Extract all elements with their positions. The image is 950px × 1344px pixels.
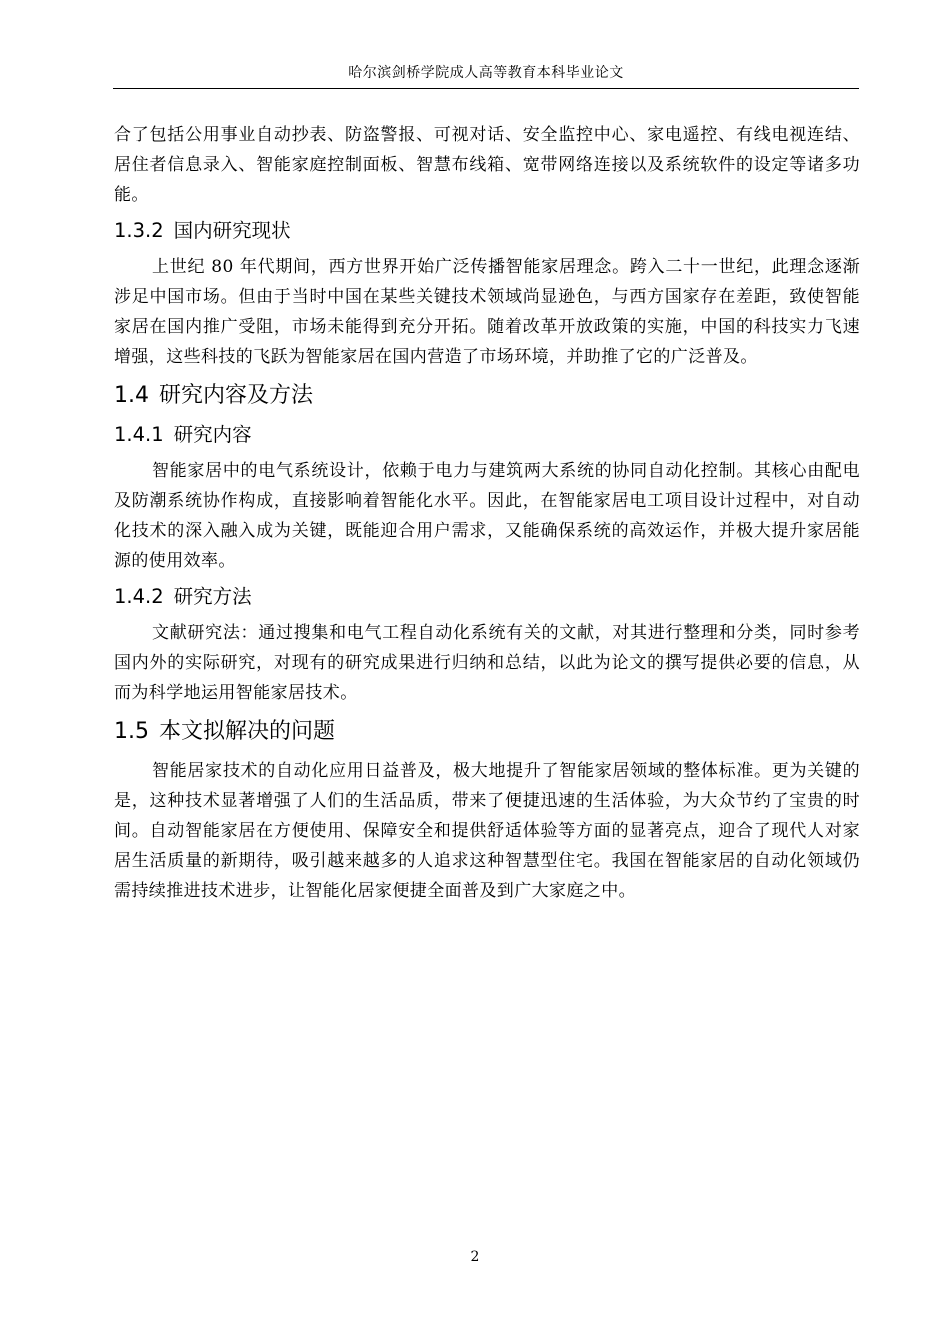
running-header: 哈尔滨剑桥学院成人高等教育本科毕业论文 xyxy=(348,65,624,81)
section-number: 1.4.1 xyxy=(114,423,164,446)
section-heading-1-4-1 xyxy=(114,420,860,450)
section-number: 1.5 xyxy=(114,719,149,744)
paragraph-1-5: 智能居家技术的自动化应用日益普及，极大地提升了智能家居领域的整体标准。更为关键的是，这种技术显著增强了人们的生活品质，带来了便捷迅速的生活体验，为大众节约了宝贵的时间。自动智能家居在方便使用、保障安全和提供舒适体验等方面的显著亮点，迎合了现代人对家居生活质量的新期待，吸引越来越多的人追求这种智慧型住宅。我国在智能家居的自动化领域仍需持续推进技术进步，让智能化居家便捷全面普及到广大家庭之中。 xyxy=(114,761,860,901)
section-number: 1.4.2 xyxy=(114,585,164,608)
section-title: 国内研究现状 xyxy=(173,219,291,242)
paragraph-1-4-2: 文献研究法：通过搜集和电气工程自动化系统有关的文献，对其进行整理和分类，同时参考国内外的实际研究，对现有的研究成果进行归纳和总结，以此为论文的撰写提供必要的信息，从而为科学地运用智能家居技术。 xyxy=(114,623,860,703)
page-number: 2 xyxy=(470,1249,480,1265)
paragraph-1-3-2: 上世纪 80 年代期间，西方世界开始广泛传播智能家居理念。跨入二十一世纪，此理念逐渐涉足中国市场。但由于当时中国在某些关键技术领域尚显逊色，与西方国家存在差距，致使智能家居在国内推广受阻，市场未能得到充分开拓。随着改革开放政策的实施，中国的科技实力飞速增强，这些科技的飞跃为智能家居在国内营造了市场环境，并助推了它的广泛普及。 xyxy=(114,257,860,367)
section-heading-1-3-2 xyxy=(114,216,860,246)
intro-paragraph: 合了包括公用事业自动抄表、防盗警报、可视对话、安全监控中心、家电遥控、有线电视连结、居住者信息录入、智能家庭控制面板、智慧布线箱、宽带网络连接以及系统软件的设定等诸多功能。 xyxy=(114,125,860,205)
section-number: 1.3.2 xyxy=(114,219,164,242)
section-title: 研究方法 xyxy=(173,585,252,608)
section-heading-1-5 xyxy=(114,716,860,748)
section-title: 本文拟解决的问题 xyxy=(159,719,336,744)
section-title: 研究内容 xyxy=(173,423,252,446)
section-heading-1-4-2 xyxy=(114,582,860,612)
header-divider xyxy=(113,88,859,89)
section-title: 研究内容及方法 xyxy=(159,383,314,408)
page-body xyxy=(114,120,860,906)
section-heading-1-4 xyxy=(114,380,860,412)
section-number: 1.4 xyxy=(114,383,149,408)
paragraph-1-4-1: 智能家居中的电气系统设计，依赖于电力与建筑两大系统的协同自动化控制。其核心由配电及防潮系统协作构成，直接影响着智能化水平。因此，在智能家居电工项目设计过程中，对自动化技术的深入融入成为关键，既能迎合用户需求，又能确保系统的高效运作，并极大提升家居能源的使用效率。 xyxy=(114,461,860,571)
